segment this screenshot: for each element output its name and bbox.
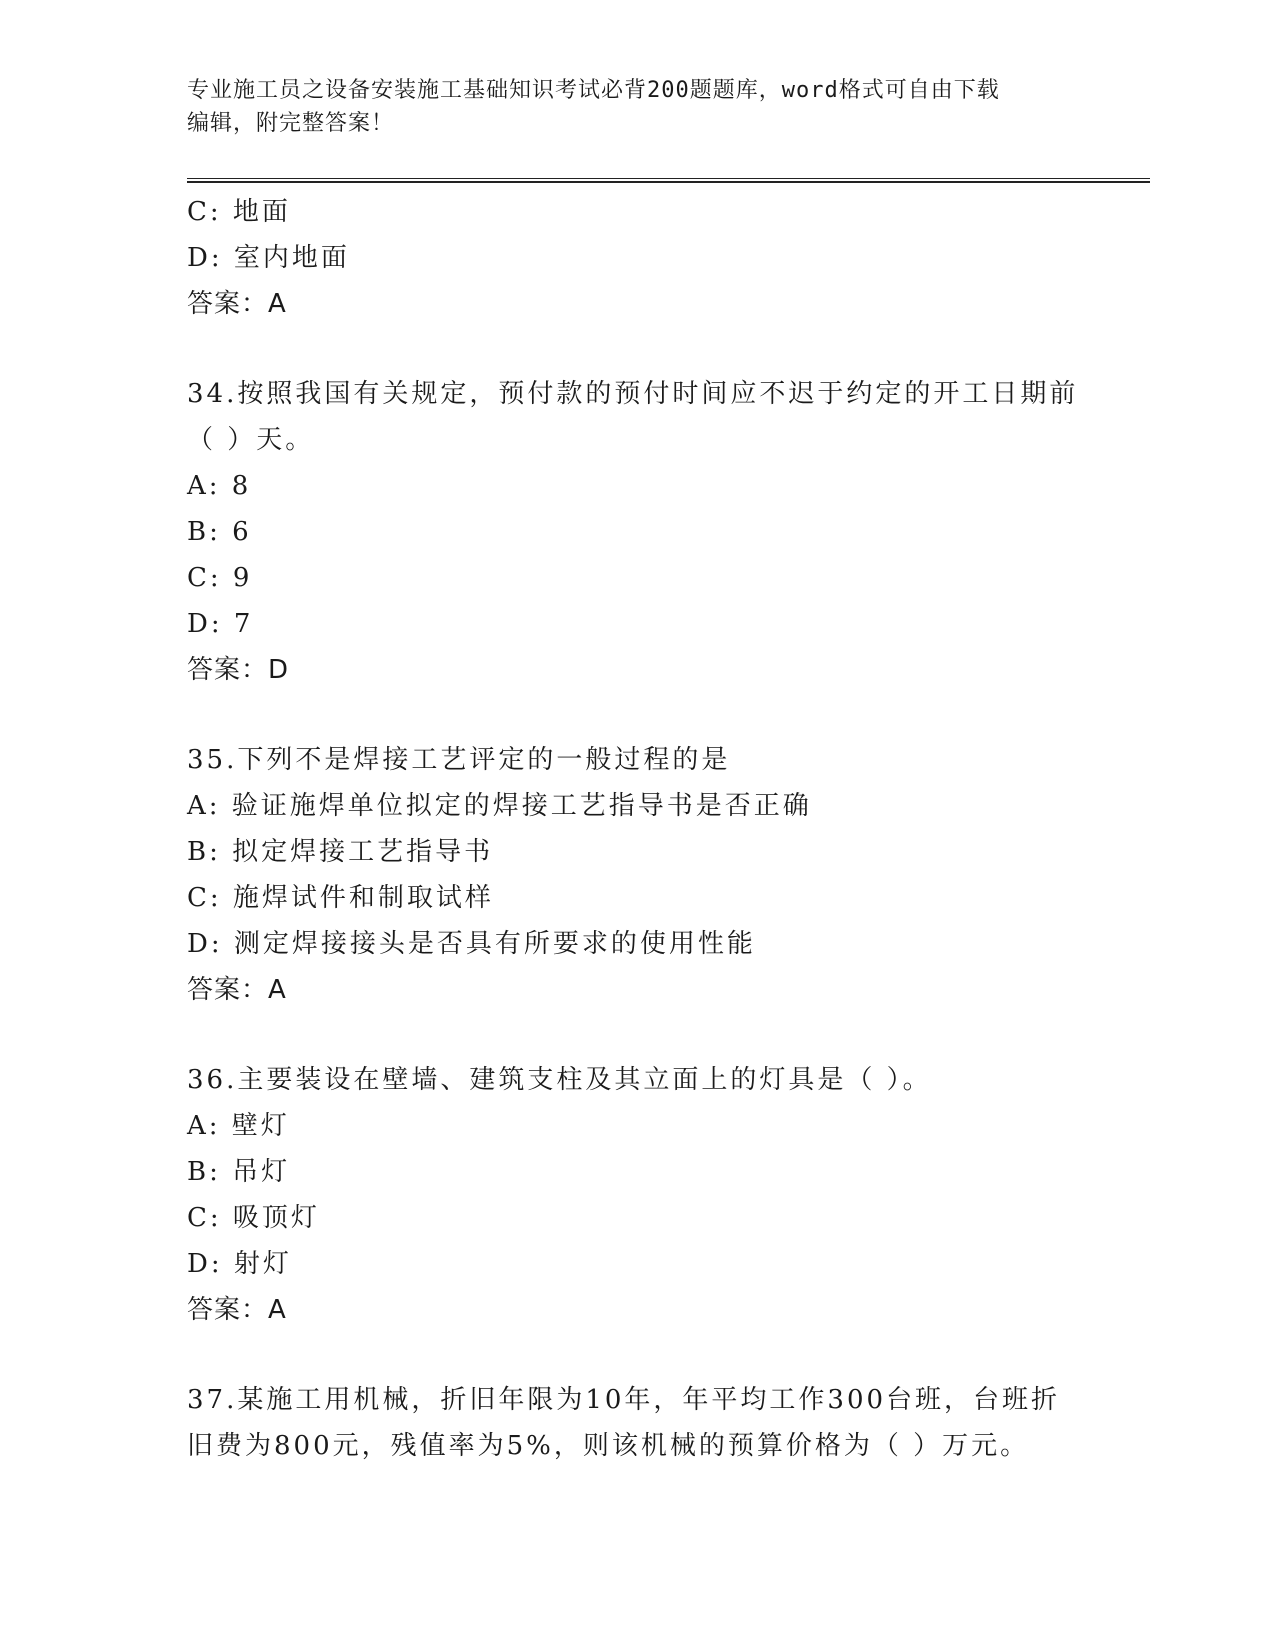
question-stem: 36.主要装设在壁墙、建筑支柱及其立面上的灯具是（ ）。 bbox=[187, 1065, 932, 1095]
option-d: D: 7 bbox=[187, 609, 254, 639]
option-c: C: 地面 bbox=[187, 197, 291, 227]
answer-label: 答案：A bbox=[187, 289, 287, 319]
question-33-tail bbox=[187, 189, 1087, 327]
option-d: D: 射灯 bbox=[187, 1249, 292, 1279]
option-c: C: 9 bbox=[187, 563, 253, 593]
question-36 bbox=[187, 1057, 1087, 1333]
header-divider bbox=[187, 178, 1150, 183]
question-stem: 37.某施工用机械，折旧年限为10年，年平均工作300台班，台班折 bbox=[187, 1385, 1061, 1415]
question-34 bbox=[187, 371, 1087, 693]
header-line-2: 编辑，附完整答案！ bbox=[187, 111, 395, 136]
answer-label: 答案：A bbox=[187, 975, 287, 1005]
answer-label: 答案：A bbox=[187, 1295, 287, 1325]
option-b: B: 拟定焊接工艺指导书 bbox=[187, 837, 494, 867]
question-stem: 35.下列不是焊接工艺评定的一般过程的是 bbox=[187, 745, 731, 775]
option-c: C: 吸顶灯 bbox=[187, 1203, 320, 1233]
question-list bbox=[187, 189, 1087, 1469]
question-37 bbox=[187, 1377, 1087, 1469]
question-stem: （ ）天。 bbox=[187, 425, 315, 455]
option-a: A: 验证施焊单位拟定的焊接工艺指导书是否正确 bbox=[187, 791, 812, 821]
answer-label: 答案：D bbox=[187, 655, 290, 685]
header-line-1: 专业施工员之设备安装施工基础知识考试必背200题题库，word格式可自由下载 bbox=[187, 78, 1000, 103]
document-header bbox=[187, 74, 1067, 140]
option-a: A: 8 bbox=[187, 471, 252, 501]
option-c: C: 施焊试件和制取试样 bbox=[187, 883, 494, 913]
question-stem: 旧费为800元，残值率为5%，则该机械的预算价格为（ ）万元。 bbox=[187, 1431, 1030, 1461]
option-d: D: 测定焊接接头是否具有所要求的使用性能 bbox=[187, 929, 756, 959]
question-stem: 34.按照我国有关规定，预付款的预付时间应不迟于约定的开工日期前 bbox=[187, 379, 1079, 409]
option-a: A: 壁灯 bbox=[187, 1111, 290, 1141]
question-35 bbox=[187, 737, 1087, 1013]
option-b: B: 吊灯 bbox=[187, 1157, 291, 1187]
option-b: B: 6 bbox=[187, 517, 252, 547]
option-d: D: 室内地面 bbox=[187, 243, 350, 273]
